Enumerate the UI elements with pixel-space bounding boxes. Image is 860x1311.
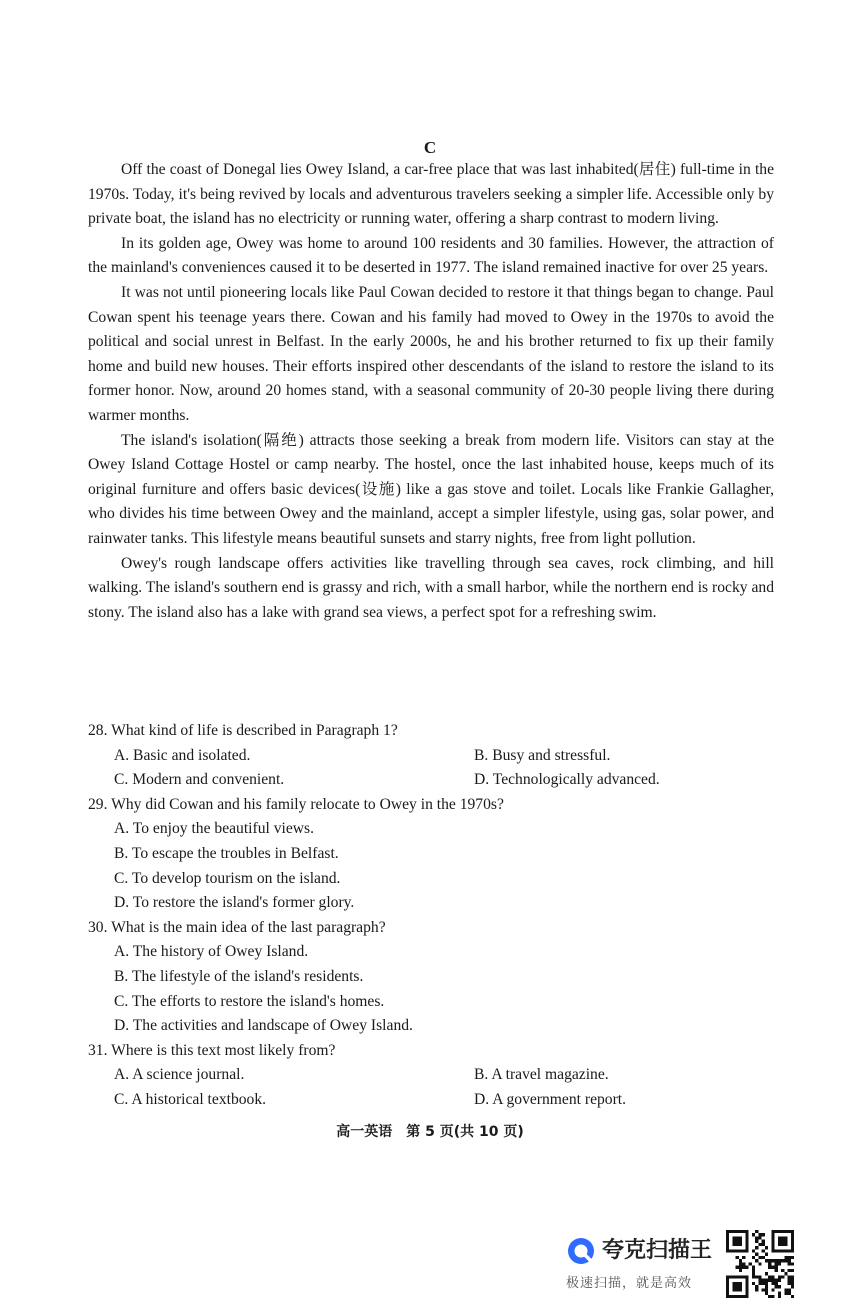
answer-option: D. Technologically advanced. bbox=[474, 771, 660, 789]
section-title: C bbox=[423, 138, 437, 157]
quark-logo-icon bbox=[566, 1236, 596, 1266]
paragraph: Off the coast of Donegal lies Owey Island, a car-free place that was last inhabited(居住) full-time in the 1970s. Today, it's being revived by locals and adventurous travelers seeking a simpler life. Accessible only by private boat, the island has no electricity or running water, offering a sharp contrast to modern living. bbox=[88, 161, 774, 228]
watermark-title: 夸克扫描王 bbox=[602, 1238, 713, 1263]
answer-option: A. The history of Owey Island. bbox=[114, 943, 309, 961]
answer-option: D. To restore the island's former glory. bbox=[114, 894, 355, 912]
qr-code-icon bbox=[726, 1230, 794, 1298]
answer-option: A. To enjoy the beautiful views. bbox=[114, 820, 314, 838]
answer-option: C. The efforts to restore the island's homes. bbox=[114, 992, 385, 1010]
question bbox=[88, 793, 774, 916]
question bbox=[88, 1039, 774, 1113]
question bbox=[88, 719, 774, 793]
option-list bbox=[88, 744, 774, 793]
answer-option: B. To escape the troubles in Belfast. bbox=[114, 844, 339, 862]
page-footer: 高一英语 第 5 页(共 10 页) bbox=[336, 1124, 524, 1140]
question-stem: 29. Why did Cowan and his family relocate to Owey in the 1970s? bbox=[88, 795, 504, 813]
option-list bbox=[88, 940, 774, 1038]
paragraph: It was not until pioneering locals like Paul Cowan decided to restore it that things began to change. Paul Cowan spent his teenage years there. Cowan and his family had moved to Owey in the 1970s to avoid the political and social unrest in Belfast. In the early 2000s, he and his brother returned to fix up their family home and build new houses. Their efforts inspired other descendants of the island to restore the island to its former honor. Now, around 20 homes stand, with a seasonal community of 20-30 people living there during warmer months. bbox=[88, 283, 774, 424]
answer-option: C. Modern and convenient. bbox=[114, 771, 285, 789]
answer-option: C. To develop tourism on the island. bbox=[114, 869, 341, 887]
answer-option: B. Busy and stressful. bbox=[474, 746, 611, 764]
question-stem: 31. Where is this text most likely from? bbox=[88, 1041, 336, 1059]
paragraph: In its golden age, Owey was home to around 100 residents and 30 families. However, the attraction of the mainland's conveniences caused it to be deserted in 1977. The island remained inactive for over 25 years. bbox=[88, 234, 774, 277]
option-list bbox=[88, 1063, 774, 1112]
answer-option: C. A historical textbook. bbox=[114, 1090, 267, 1108]
option-list bbox=[88, 817, 774, 915]
watermark-slogan: 极速扫描，就是高效 bbox=[566, 1276, 693, 1291]
answer-option: D. A government report. bbox=[474, 1090, 627, 1108]
answer-option: B. The lifestyle of the island's residents. bbox=[114, 967, 364, 985]
answer-option: D. The activities and landscape of Owey Island. bbox=[114, 1017, 413, 1035]
question-list bbox=[88, 719, 774, 1113]
paragraph: Owey's rough landscape offers activities like travelling through sea caves, rock climbing, and hill walking. The island's southern end is grassy and rich, with a small harbor, while the northern end is rocky and stony. The island also has a lake with grand sea views, a perfect spot for a refreshing swim. bbox=[88, 554, 774, 621]
answer-option: A. A science journal. bbox=[114, 1066, 245, 1084]
question bbox=[88, 916, 774, 1039]
question-stem: 28. What kind of life is described in Paragraph 1? bbox=[88, 722, 398, 739]
scanner-watermark bbox=[564, 1230, 794, 1298]
answer-option: A. Basic and isolated. bbox=[114, 746, 251, 764]
paragraph: The island's isolation(隔绝) attracts those seeking a break from modern life. Visitors can stay at the Owey Island Cottage Hostel or camp nearby. The hostel, once the last inhabited house, keeps much of its original furniture and offers basic devices(设施) like a gas stove and toilet. Locals like Frankie Gallagher, who divides his time between Owey and the mainland, accept a simpler lifestyle, using gas, solar power, and rainwater tanks. This lifestyle means beautiful sunsets and starry nights, free from light pollution. bbox=[88, 431, 774, 547]
reading-passage bbox=[88, 158, 774, 625]
question-stem: 30. What is the main idea of the last paragraph? bbox=[88, 918, 386, 936]
answer-option: B. A travel magazine. bbox=[474, 1066, 609, 1084]
